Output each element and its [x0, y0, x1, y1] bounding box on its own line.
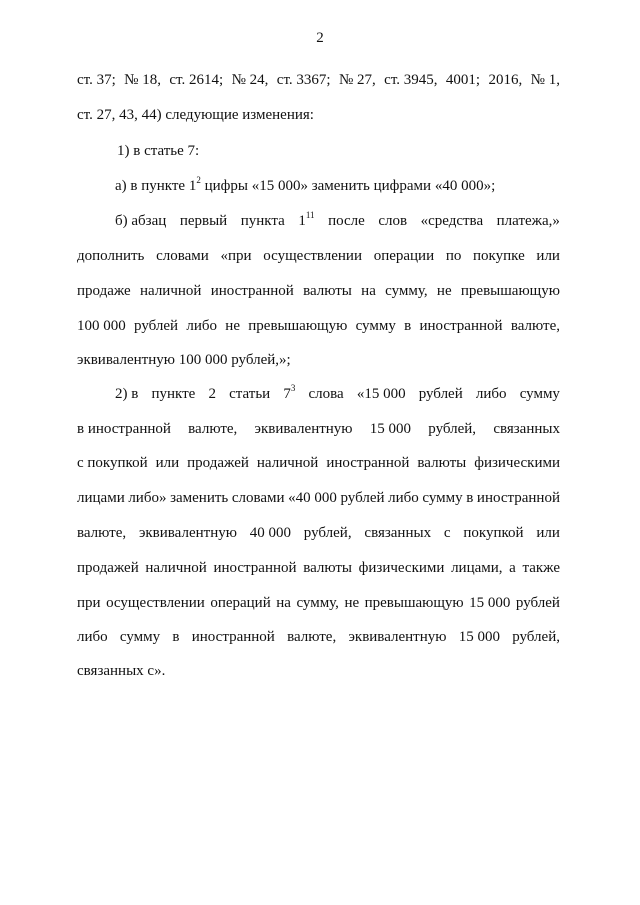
word: превышающую — [460, 283, 560, 299]
word: либо — [186, 318, 218, 334]
word: также — [522, 560, 560, 576]
word: заменить — [170, 490, 229, 506]
word: валюте, — [77, 525, 127, 541]
word: рублей, — [303, 525, 352, 541]
word: или — [536, 525, 560, 541]
word: наличной — [140, 283, 202, 299]
word: не — [225, 318, 240, 334]
text-line-16 — [77, 593, 560, 613]
word: или — [155, 455, 180, 471]
word: покупке — [473, 248, 525, 264]
word: не — [344, 595, 360, 611]
text-line-3 — [117, 141, 560, 161]
word: операций — [210, 595, 271, 611]
word: на — [276, 595, 291, 611]
word: на — [361, 283, 376, 299]
word: иностранной — [213, 560, 297, 576]
word: 15 000 — [469, 595, 511, 611]
text-line-18 — [77, 661, 560, 681]
text-line-6 — [77, 246, 560, 266]
word: физическими — [358, 560, 445, 576]
word: сумму — [119, 629, 161, 645]
word: с покупкой — [77, 455, 148, 471]
word: сумму, — [385, 283, 428, 299]
word: рублей, — [512, 629, 560, 645]
word: 15 000 — [458, 629, 500, 645]
word: 40 000 — [249, 525, 291, 541]
word: после — [328, 213, 365, 229]
word: № 27, — [338, 72, 376, 88]
word: лицами — [77, 490, 125, 506]
text-line-10 — [115, 384, 560, 404]
word: статьи — [229, 386, 271, 402]
page-number: 2 — [316, 30, 324, 46]
word: 2 — [208, 386, 216, 402]
word: продаже — [77, 283, 131, 299]
superscript: 11 — [305, 210, 315, 220]
word: физическими — [474, 455, 560, 471]
word: валюте, — [287, 629, 337, 645]
word: пункте — [151, 386, 196, 402]
word: а — [509, 560, 516, 576]
word: словами — [156, 248, 209, 264]
text-line-9 — [77, 350, 560, 370]
word: эквивалентную — [254, 421, 353, 437]
word: пункта — [240, 213, 285, 229]
text-line-13 — [77, 488, 560, 508]
word: дополнить — [77, 248, 145, 264]
text-line-5 — [115, 211, 560, 231]
word: рублей — [418, 386, 463, 402]
word: при — [77, 595, 101, 611]
word: операции — [373, 248, 435, 264]
word: б) абзац — [115, 213, 167, 229]
word: продажей — [187, 455, 249, 471]
word: по — [445, 248, 462, 264]
word: слов — [378, 213, 408, 229]
superscript: 2 — [196, 175, 201, 185]
text-line-1 — [77, 70, 560, 90]
word: наличной — [256, 455, 319, 471]
word: валюты — [303, 560, 352, 576]
text-line-4 — [115, 176, 560, 196]
word: сумму — [355, 318, 396, 334]
word: слова — [308, 386, 344, 402]
text-line-15 — [77, 558, 560, 578]
text-line-14 — [77, 523, 560, 543]
line-text: ст. 27, 43, 44) следующие изменения: — [77, 107, 314, 123]
word: или — [536, 248, 560, 264]
word: эквивалентную — [138, 525, 237, 541]
text-line-12 — [77, 453, 560, 473]
line-text: а) в пункте $1^2$ цифры «15 000» заменить цифрами «40 000»; — [115, 175, 496, 194]
text-line-8 — [77, 316, 560, 336]
word: валюте, — [188, 421, 238, 437]
word: № 24, — [231, 72, 269, 88]
word: словами — [231, 490, 285, 506]
word: лицами, — [451, 560, 503, 576]
word: № 18, — [124, 72, 161, 88]
word: эквивалентную — [348, 629, 447, 645]
word: «40 000 — [288, 490, 337, 506]
word: покупкой — [463, 525, 524, 541]
word: № 1, — [530, 72, 560, 88]
word: либо — [475, 386, 507, 402]
word: в — [172, 629, 180, 645]
word: 2016, — [488, 72, 523, 88]
word: сумму, — [296, 595, 339, 611]
text-line-2 — [77, 105, 560, 125]
word: с — [443, 525, 451, 541]
word: 15 000 — [369, 421, 412, 437]
word: рублей, — [428, 421, 477, 437]
word: в — [404, 318, 412, 334]
word: либо» — [128, 490, 167, 506]
word: иностранной — [210, 283, 294, 299]
word: ст. 2614; — [169, 72, 224, 88]
word: рублей — [340, 490, 385, 506]
word: 2) в — [115, 386, 139, 402]
word: осуществлении — [106, 595, 205, 611]
word: наличной — [145, 560, 207, 576]
word: иностранной — [326, 455, 410, 471]
word: иностранной — [191, 629, 275, 645]
line-text: связанных с». — [77, 663, 166, 679]
word: сумму — [519, 386, 560, 402]
line-text: 1) в статье 7: — [117, 143, 200, 159]
line-text: эквивалентную 100 000 рублей,»; — [77, 352, 291, 368]
word: «при — [220, 248, 252, 264]
word: превышающую — [364, 595, 464, 611]
word: иностранной — [476, 490, 560, 506]
word: связанных — [364, 525, 432, 541]
word: первый — [179, 213, 228, 229]
word: «15 000 — [356, 386, 406, 402]
word: ст. 37; — [77, 72, 116, 88]
text-line-11 — [77, 419, 560, 439]
word: в иностранной — [77, 421, 171, 437]
word: иностранной — [419, 318, 503, 334]
superscript: 3 — [290, 383, 296, 393]
text-line-17 — [77, 627, 560, 647]
word: $1^{11}$ — [298, 210, 315, 229]
word: 4001; — [445, 72, 481, 88]
word: 100 000 — [77, 318, 126, 334]
word: не — [436, 283, 452, 299]
word: превышающую — [248, 318, 348, 334]
word: платежа,» — [496, 213, 560, 229]
word: рублей — [515, 595, 560, 611]
word: «средства — [420, 213, 484, 229]
word: рублей — [134, 318, 179, 334]
word: связанных — [493, 421, 560, 437]
word: ст. 3945, — [384, 72, 438, 88]
word: валюты — [417, 455, 467, 471]
word: сумму — [422, 490, 463, 506]
word: либо — [388, 490, 419, 506]
word: $7^3$ — [283, 383, 296, 402]
word: осуществлении — [263, 248, 362, 264]
word: валюте, — [510, 318, 560, 334]
word: валюты — [303, 283, 352, 299]
word: либо — [77, 629, 108, 645]
text-line-7 — [77, 281, 560, 301]
word: продажей — [77, 560, 139, 576]
word: ст. 3367; — [276, 72, 331, 88]
word: в — [466, 490, 474, 506]
